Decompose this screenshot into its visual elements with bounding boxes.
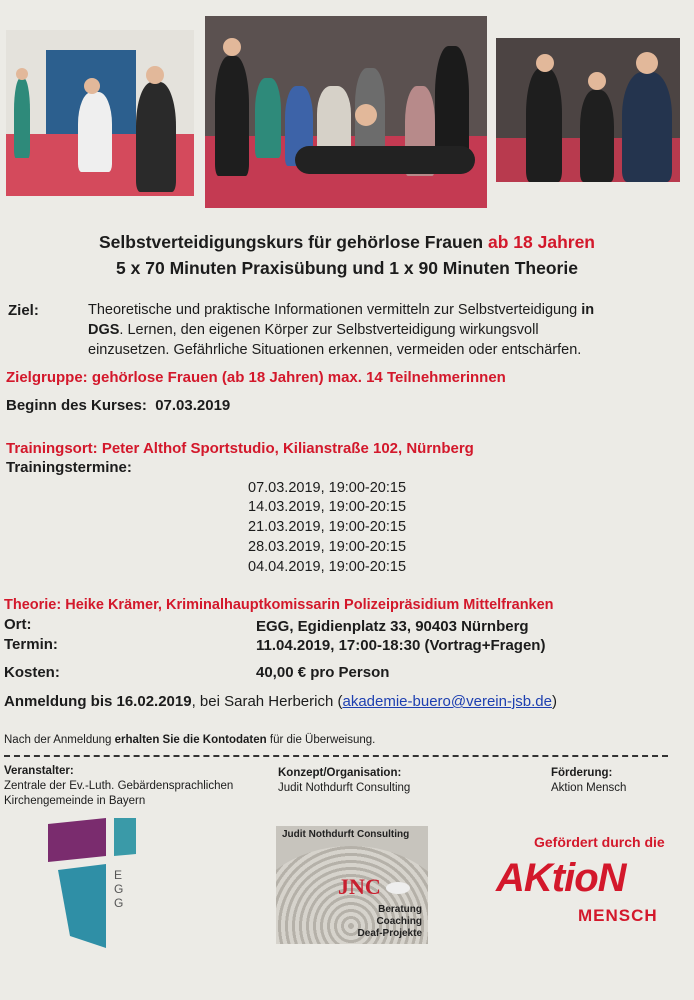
kosten-label: Kosten:: [4, 664, 60, 681]
ziel-line1: Theoretische und praktische Informationen vermitteln zur Selbstverteidigung: [88, 302, 578, 318]
termin-value: 11.04.2019, 17:00-18:30 (Vortrag+Fragen): [256, 637, 546, 654]
ziel-dgs: DGS: [88, 322, 120, 338]
jnc-text: JNC: [338, 874, 381, 899]
date-item: 14.03.2019, 19:00-20:15: [248, 499, 407, 515]
kosten-value: 40,00 € pro Person: [256, 664, 390, 681]
foerderung: Förderung: Aktion Mensch: [551, 767, 627, 794]
trainingsort: Trainingsort: Peter Althof Sportstudio, Kilianstraße 102, Nürnberg: [6, 440, 474, 457]
title-age: ab 18 Jahren: [488, 232, 595, 252]
termin-label: Termin:: [4, 636, 58, 653]
ziel-line1-bold: in: [581, 302, 595, 318]
ort-label: Ort:: [4, 616, 32, 633]
konzept: Konzept/Organisation: Judit Nothdurft Consulting: [278, 767, 411, 794]
anmeldung-text: , bei Sarah Herberich (: [191, 693, 343, 710]
photo-left: [6, 30, 194, 196]
veranstalter: Veranstalter: Zentrale der Ev.-Luth. Gebärdensprachlichen Kirchengemeinde in Bayern: [4, 765, 234, 807]
ziel-label: Ziel:: [8, 302, 39, 319]
jnc-logo: Judit Nothdurft Consulting JNC Beratung Coaching Deaf-Projekte: [276, 826, 428, 944]
date-item: 21.03.2019, 19:00-20:15: [248, 519, 407, 535]
zielgruppe: Zielgruppe: gehörlose Frauen (ab 18 Jahren) max. 14 Teilnehmerinnen: [6, 369, 506, 386]
ziel-text: [88, 300, 688, 360]
date-item: 28.03.2019, 19:00-20:15: [248, 539, 407, 555]
divider: [4, 755, 668, 757]
photo-right: [496, 38, 680, 182]
aktion-mensch-logo: Gefördert durch die AKtioN MENSCH: [496, 834, 665, 925]
ziel-line3: einzusetzen. Gefährliche Situationen erkennen, vermeiden oder entschärfen.: [88, 342, 582, 358]
egg-logo: [48, 818, 148, 948]
anmeldung: Anmeldung bis 16.02.2019, bei Sarah Herberich (akademie-buero@verein-jsb.de): [4, 693, 557, 710]
date-item: 07.03.2019, 19:00-20:15: [248, 480, 407, 496]
email-link[interactable]: akademie-buero@verein-jsb.de: [342, 693, 552, 710]
ziel-line2: . Lernen, den eigenen Körper zur Selbstverteidigung wirkungsvoll: [119, 322, 539, 338]
date-item: 04.04.2019, 19:00-20:15: [248, 559, 407, 575]
ort-value: EGG, Egidienplatz 33, 90403 Nürnberg: [256, 618, 529, 635]
beginn: Beginn des Kurses: 07.03.2019: [6, 397, 231, 414]
page-title: [0, 232, 694, 253]
photo-center: [205, 16, 487, 208]
anmeldung-deadline: Anmeldung bis 16.02.2019: [4, 693, 192, 710]
payment-note: Nach der Anmeldung erhalten Sie die Kontodaten für die Überweisung.: [4, 734, 376, 746]
title-part1: Selbstverteidigungskurs für gehörlose Frauen: [99, 232, 484, 252]
page-subtitle: 5 x 70 Minuten Praxisübung und 1 x 90 Minuten Theorie: [116, 258, 578, 278]
trainingstermine-label: Trainingstermine:: [6, 459, 132, 476]
theorie: Theorie: Heike Krämer, Kriminalhauptkomissarin Polizeipräsidium Mittelfranken: [4, 597, 554, 613]
egg-text: EGG: [114, 868, 126, 910]
